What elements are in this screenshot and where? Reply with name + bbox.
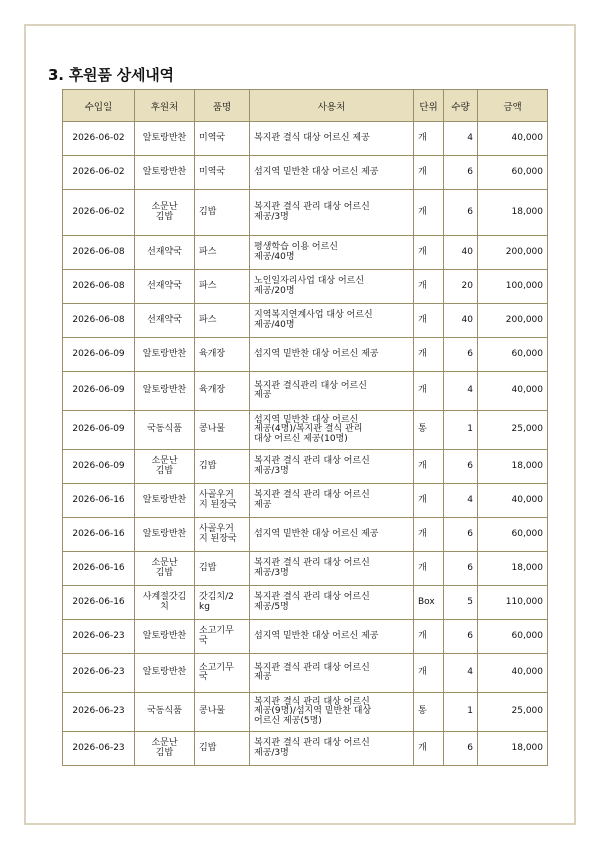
table-row <box>63 586 548 620</box>
cell-usage: 지역복지연계사업 대상 어르신 제공/40명 <box>250 304 414 338</box>
cell-qty: 6 <box>444 338 478 372</box>
cell-usage: 복지관 결식 관리 대상 어르신 제공(9명)/섬지역 밑반찬 대상 어르신 제공(5명) <box>250 693 414 732</box>
col-header-item: 품명 <box>195 90 250 122</box>
cell-item: 미역국 <box>195 156 250 190</box>
cell-donor: 알토랑반찬 <box>135 338 195 372</box>
cell-item: 파스 <box>195 270 250 304</box>
table-row <box>63 304 548 338</box>
cell-unit: 개 <box>414 552 444 586</box>
cell-qty: 20 <box>444 270 478 304</box>
table-row <box>63 122 548 156</box>
cell-date: 2026-06-23 <box>63 732 135 766</box>
cell-usage: 복지관 결식 관리 대상 어르신 제공/5명 <box>250 586 414 620</box>
cell-unit: 개 <box>414 450 444 484</box>
cell-qty: 5 <box>444 586 478 620</box>
cell-qty: 40 <box>444 236 478 270</box>
cell-usage: 복지관 결식 관리 대상 어르신 제공/3명 <box>250 732 414 766</box>
cell-amount: 18,000 <box>478 450 548 484</box>
cell-unit: 개 <box>414 484 444 518</box>
cell-usage: 복지관 결식 관리 대상 어르신 제공 <box>250 484 414 518</box>
col-header-donor: 후원처 <box>135 90 195 122</box>
table-row <box>63 372 548 411</box>
cell-item: 육개장 <box>195 372 250 411</box>
cell-unit: 통 <box>414 693 444 732</box>
cell-date: 2026-06-02 <box>63 190 135 236</box>
cell-item: 김밥 <box>195 552 250 586</box>
cell-qty: 4 <box>444 122 478 156</box>
cell-item: 소고기무 국 <box>195 654 250 693</box>
cell-qty: 6 <box>444 552 478 586</box>
donation-detail-table <box>62 89 548 766</box>
cell-amount: 110,000 <box>478 586 548 620</box>
cell-usage: 섬지역 밑반찬 대상 어르신 제공 <box>250 518 414 552</box>
cell-qty: 1 <box>444 411 478 450</box>
cell-unit: 개 <box>414 518 444 552</box>
table-body <box>63 122 548 766</box>
table-row <box>63 411 548 450</box>
cell-amount: 40,000 <box>478 122 548 156</box>
cell-usage: 복지관 결식 관리 대상 어르신 제공/3명 <box>250 450 414 484</box>
cell-unit: 개 <box>414 156 444 190</box>
col-header-amount: 금액 <box>478 90 548 122</box>
table-row <box>63 484 548 518</box>
cell-amount: 18,000 <box>478 552 548 586</box>
cell-donor: 알토랑반찬 <box>135 372 195 411</box>
cell-donor: 국동식품 <box>135 411 195 450</box>
table-row <box>63 518 548 552</box>
cell-date: 2026-06-23 <box>63 693 135 732</box>
table-row <box>63 190 548 236</box>
cell-donor: 선재약국 <box>135 270 195 304</box>
cell-unit: Box <box>414 586 444 620</box>
cell-amount: 60,000 <box>478 156 548 190</box>
cell-amount: 40,000 <box>478 372 548 411</box>
cell-donor: 알토랑반찬 <box>135 654 195 693</box>
cell-date: 2026-06-08 <box>63 236 135 270</box>
cell-date: 2026-06-08 <box>63 270 135 304</box>
table-row <box>63 693 548 732</box>
cell-unit: 개 <box>414 236 444 270</box>
cell-unit: 개 <box>414 270 444 304</box>
cell-unit: 통 <box>414 411 444 450</box>
cell-unit: 개 <box>414 654 444 693</box>
cell-date: 2026-06-16 <box>63 552 135 586</box>
cell-amount: 200,000 <box>478 236 548 270</box>
cell-unit: 개 <box>414 620 444 654</box>
cell-date: 2026-06-16 <box>63 518 135 552</box>
cell-amount: 200,000 <box>478 304 548 338</box>
cell-item: 파스 <box>195 304 250 338</box>
cell-donor: 알토랑반찬 <box>135 620 195 654</box>
cell-amount: 60,000 <box>478 620 548 654</box>
table-row <box>63 338 548 372</box>
cell-amount: 18,000 <box>478 190 548 236</box>
cell-item: 소고기무 국 <box>195 620 250 654</box>
cell-date: 2026-06-09 <box>63 411 135 450</box>
cell-qty: 6 <box>444 518 478 552</box>
cell-qty: 1 <box>444 693 478 732</box>
cell-item: 육개장 <box>195 338 250 372</box>
col-header-usage: 사용처 <box>250 90 414 122</box>
cell-item: 콩나물 <box>195 411 250 450</box>
cell-donor: 소문난 김밥 <box>135 732 195 766</box>
cell-qty: 4 <box>444 654 478 693</box>
cell-donor: 알토랑반찬 <box>135 518 195 552</box>
cell-donor: 선재약국 <box>135 236 195 270</box>
cell-donor: 사계절갓김 치 <box>135 586 195 620</box>
cell-donor: 소문난 김밥 <box>135 552 195 586</box>
cell-qty: 6 <box>444 190 478 236</box>
cell-donor: 알토랑반찬 <box>135 122 195 156</box>
cell-item: 갓김치/2 kg <box>195 586 250 620</box>
cell-unit: 개 <box>414 338 444 372</box>
cell-item: 콩나물 <box>195 693 250 732</box>
cell-usage: 평생학습 이용 어르신 제공/40명 <box>250 236 414 270</box>
cell-usage: 섬지역 밑반찬 대상 어르신 제공 <box>250 338 414 372</box>
cell-unit: 개 <box>414 122 444 156</box>
cell-qty: 40 <box>444 304 478 338</box>
table-row <box>63 156 548 190</box>
cell-item: 파스 <box>195 236 250 270</box>
table-row <box>63 654 548 693</box>
cell-qty: 6 <box>444 450 478 484</box>
cell-qty: 6 <box>444 732 478 766</box>
table-row <box>63 552 548 586</box>
section-title: 3. 후원품 상세내역 <box>48 66 174 84</box>
cell-item: 사골우거 지 된장국 <box>195 484 250 518</box>
cell-amount: 60,000 <box>478 338 548 372</box>
cell-amount: 25,000 <box>478 411 548 450</box>
cell-date: 2026-06-09 <box>63 338 135 372</box>
cell-donor: 선재약국 <box>135 304 195 338</box>
cell-item: 사골우거 지 된장국 <box>195 518 250 552</box>
col-header-date: 수입일 <box>63 90 135 122</box>
cell-item: 김밥 <box>195 732 250 766</box>
cell-usage: 섬지역 밑반찬 대상 어르신 제공 <box>250 156 414 190</box>
cell-date: 2026-06-09 <box>63 450 135 484</box>
table-row <box>63 236 548 270</box>
cell-date: 2026-06-08 <box>63 304 135 338</box>
cell-amount: 40,000 <box>478 654 548 693</box>
cell-usage: 복지관 결식 대상 어르신 제공 <box>250 122 414 156</box>
cell-donor: 알토랑반찬 <box>135 156 195 190</box>
cell-donor: 소문난 김밥 <box>135 450 195 484</box>
cell-date: 2026-06-23 <box>63 620 135 654</box>
cell-donor: 국동식품 <box>135 693 195 732</box>
cell-amount: 18,000 <box>478 732 548 766</box>
cell-unit: 개 <box>414 372 444 411</box>
cell-qty: 6 <box>444 620 478 654</box>
cell-usage: 복지관 결식 관리 대상 어르신 제공/3명 <box>250 552 414 586</box>
table-row <box>63 732 548 766</box>
cell-date: 2026-06-02 <box>63 122 135 156</box>
cell-donor: 소문난 김밥 <box>135 190 195 236</box>
cell-item: 김밥 <box>195 190 250 236</box>
table-header-row <box>63 90 548 122</box>
col-header-unit: 단위 <box>414 90 444 122</box>
cell-qty: 4 <box>444 372 478 411</box>
table-row <box>63 620 548 654</box>
cell-qty: 6 <box>444 156 478 190</box>
cell-donor: 알토랑반찬 <box>135 484 195 518</box>
cell-amount: 40,000 <box>478 484 548 518</box>
cell-amount: 25,000 <box>478 693 548 732</box>
cell-usage: 섬지역 밑반찬 대상 어르신 제공 <box>250 620 414 654</box>
col-header-qty: 수량 <box>444 90 478 122</box>
table-row <box>63 270 548 304</box>
cell-unit: 개 <box>414 304 444 338</box>
cell-usage: 섬지역 밑반찬 대상 어르신 제공(4명)/복지관 결식 관리 대상 어르신 제공(10명) <box>250 411 414 450</box>
cell-amount: 60,000 <box>478 518 548 552</box>
cell-qty: 4 <box>444 484 478 518</box>
cell-date: 2026-06-23 <box>63 654 135 693</box>
cell-amount: 100,000 <box>478 270 548 304</box>
cell-usage: 복지관 결식 관리 대상 어르신 제공 <box>250 654 414 693</box>
cell-date: 2026-06-02 <box>63 156 135 190</box>
cell-date: 2026-06-16 <box>63 586 135 620</box>
cell-date: 2026-06-16 <box>63 484 135 518</box>
cell-unit: 개 <box>414 732 444 766</box>
cell-usage: 복지관 결식 관리 대상 어르신 제공/3명 <box>250 190 414 236</box>
cell-usage: 복지관 결식관리 대상 어르신 제공 <box>250 372 414 411</box>
cell-date: 2026-06-09 <box>63 372 135 411</box>
table-row <box>63 450 548 484</box>
cell-usage: 노인일자리사업 대상 어르신 제공/20명 <box>250 270 414 304</box>
cell-item: 미역국 <box>195 122 250 156</box>
cell-item: 김밥 <box>195 450 250 484</box>
cell-unit: 개 <box>414 190 444 236</box>
